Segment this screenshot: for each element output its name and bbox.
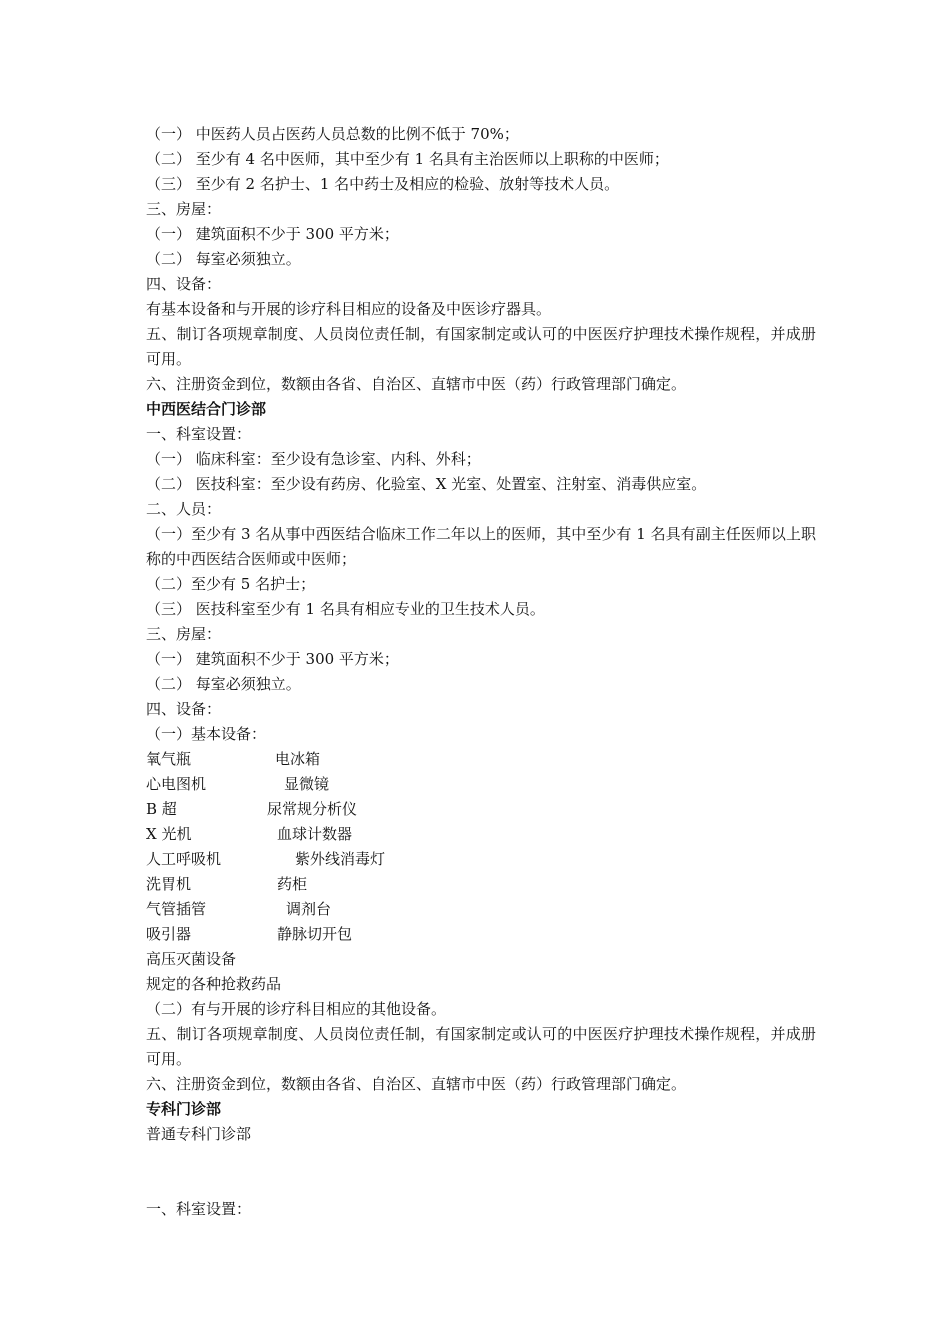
paragraph: （三） 医技科室至少有 1 名具有相应专业的卫生技术人员。 xyxy=(146,600,545,618)
paragraph: （二）至少有 5 名护士； xyxy=(146,575,316,593)
equipment-row xyxy=(146,772,816,797)
equipment-item: 药柜 xyxy=(277,875,308,893)
paragraph: 高压灭菌设备 xyxy=(146,950,237,968)
equipment-item: 调剂台 xyxy=(286,900,332,918)
paragraph: （三） 至少有 2 名护士、1 名中药士及相应的检验、放射等技术人员。 xyxy=(146,175,620,193)
section-heading: 一、科室设置： xyxy=(146,425,252,443)
equipment-item: 心电图机 xyxy=(146,775,207,793)
equipment-item: 电冰箱 xyxy=(275,750,321,768)
section-heading: 三、房屋： xyxy=(146,625,222,643)
paragraph: 六、注册资金到位，数额由各省、自治区、直辖市中医（药）行政管理部门确定。 xyxy=(146,1075,687,1093)
section-heading: 四、设备： xyxy=(146,700,222,718)
section-heading: 三、房屋： xyxy=(146,200,222,218)
equipment-item: B 超 xyxy=(146,800,177,818)
paragraph: （二） 每室必须独立。 xyxy=(146,250,301,268)
paragraph: （二） 医技科室：至少设有药房、化验室、X 光室、处置室、注射室、消毒供应室。 xyxy=(146,475,707,493)
paragraph: 六、注册资金到位，数额由各省、自治区、直辖市中医（药）行政管理部门确定。 xyxy=(146,375,687,393)
paragraph: 规定的各种抢救药品 xyxy=(146,975,282,993)
equipment-row xyxy=(146,797,816,822)
equipment-list xyxy=(146,747,816,947)
equipment-row xyxy=(146,897,816,922)
equipment-row xyxy=(146,872,816,897)
equipment-item: 显微镜 xyxy=(284,775,330,793)
blank-space xyxy=(146,1147,816,1197)
paragraph: 五、制订各项规章制度、人员岗位责任制，有国家制定或认可的中医医疗护理技术操作规程，并成册可用。 xyxy=(146,1025,816,1068)
equipment-item: X 光机 xyxy=(146,825,192,843)
subheading: 普通专科门诊部 xyxy=(146,1125,252,1143)
paragraph: （一）至少有 3 名从事中西医结合临床工作二年以上的医师，其中至少有 1 名具有副主任医师以上职称的中西医结合医师或中医师； xyxy=(146,525,816,568)
section-heading: 四、设备： xyxy=(146,275,222,293)
paragraph: （一） 中医药人员占医药人员总数的比例不低于 70%； xyxy=(146,125,519,143)
equipment-item: 洗胃机 xyxy=(146,875,192,893)
heading-integrated-clinic: 中西医结合门诊部 xyxy=(146,400,267,418)
paragraph: （一） 建筑面积不少于 300 平方米； xyxy=(146,650,399,668)
heading-specialty-clinic: 专科门诊部 xyxy=(146,1100,222,1118)
paragraph: （二） 每室必须独立。 xyxy=(146,675,301,693)
paragraph: （二） 至少有 4 名中医师，其中至少有 1 名具有主治医师以上职称的中医师； xyxy=(146,150,669,168)
equipment-row xyxy=(146,747,816,772)
equipment-item: 氧气瓶 xyxy=(146,750,192,768)
section-heading: 二、人员： xyxy=(146,500,222,518)
equipment-item: 吸引器 xyxy=(146,925,192,943)
equipment-row xyxy=(146,922,816,947)
paragraph: （一）基本设备： xyxy=(146,725,267,743)
equipment-item: 人工呼吸机 xyxy=(146,850,222,868)
paragraph: （一） 临床科室：至少设有急诊室、内科、外科； xyxy=(146,450,481,468)
equipment-item: 静脉切开包 xyxy=(277,925,353,943)
paragraph: （一） 建筑面积不少于 300 平方米； xyxy=(146,225,399,243)
paragraph: 有基本设备和与开展的诊疗科目相应的设备及中医诊疗器具。 xyxy=(146,300,552,318)
section-heading: 一、科室设置： xyxy=(146,1200,252,1218)
equipment-row xyxy=(146,847,816,872)
equipment-item: 气管插管 xyxy=(146,900,207,918)
equipment-item: 紫外线消毒灯 xyxy=(295,850,386,868)
equipment-item: 尿常规分析仪 xyxy=(267,800,358,818)
paragraph: （二）有与开展的诊疗科目相应的其他设备。 xyxy=(146,1000,447,1018)
document-page xyxy=(146,122,816,1222)
paragraph: 五、制订各项规章制度、人员岗位责任制，有国家制定或认可的中医医疗护理技术操作规程，并成册可用。 xyxy=(146,325,816,368)
equipment-item: 血球计数器 xyxy=(277,825,353,843)
equipment-row xyxy=(146,822,816,847)
